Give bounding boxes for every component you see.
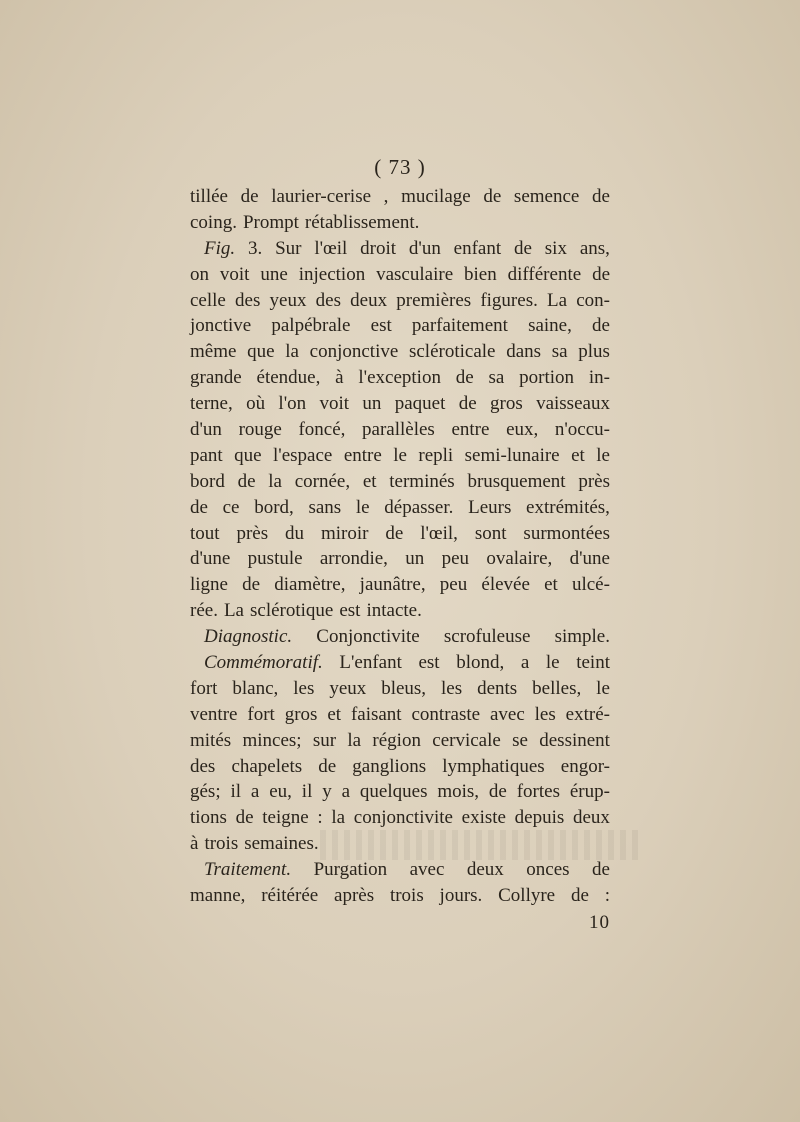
text-line: Diagnostic. Conjonctivite scrofuleuse simple. <box>204 626 610 648</box>
body-text <box>190 184 610 909</box>
text-line: pant que l'espace entre le repli semi-lunaire et le <box>190 444 610 466</box>
text-line: ligne de diamètre, jaunâtre, peu élevée et ulcé- <box>190 574 610 596</box>
text-line: tout près du miroir de l'œil, sont surmontées <box>190 522 610 544</box>
text-line: Commémoratif. L'enfant est blond, a le teint <box>204 652 610 674</box>
text-line: coing. Prompt rétablissement. <box>190 211 420 233</box>
text-line: manne, réitérée après trois jours. Collyre de : <box>190 885 610 907</box>
text-line: tillée de laurier-cerise , mucilage de semence de <box>190 186 610 207</box>
text-line: terne, où l'on voit un paquet de gros vaisseaux <box>190 393 610 415</box>
text-line: fort blanc, les yeux bleus, les dents belles, le <box>190 677 610 699</box>
text-line: même que la conjonctive scléroticale dans sa plus <box>190 341 610 363</box>
text-line: de ce bord, sans le dépasser. Leurs extrémités, <box>190 496 610 518</box>
text-line: Fig. 3. Sur l'œil droit d'un enfant de six ans, <box>204 237 610 259</box>
text-line: ventre fort gros et faisant contraste avec les extré- <box>190 703 610 725</box>
text-line: bord de la cornée, et terminés brusquement près <box>190 470 610 492</box>
text-line: d'une pustule arrondie, un peu ovalaire, d'une <box>190 548 610 570</box>
page-number: ( 73 ) <box>374 155 426 179</box>
text-line: gés; il a eu, il y a quelques mois, de fortes érup- <box>190 781 610 803</box>
text-line: grande étendue, à l'exception de sa portion in- <box>190 367 610 389</box>
text-line: tions de teigne : la conjonctivite existe depuis deux <box>190 807 610 829</box>
text-line: Traitement. Purgation avec deux onces de <box>204 859 610 881</box>
signature-mark: 10 <box>589 912 610 933</box>
text-line: mités minces; sur la région cervicale se dessinent <box>190 729 610 751</box>
text-line: d'un rouge foncé, parallèles entre eux, n'occu- <box>190 419 610 441</box>
text-line: des chapelets de ganglions lymphatiques engor- <box>190 755 610 777</box>
text-line: jonctive palpébrale est parfaitement saine, de <box>190 315 610 337</box>
text-line: rée. La sclérotique est intacte. <box>190 600 422 622</box>
text-line: à trois semaines. <box>190 833 319 855</box>
text-line: celle des yeux des deux premières figures. La con- <box>190 289 610 311</box>
text-line: on voit une injection vasculaire bien différente de <box>190 263 610 285</box>
